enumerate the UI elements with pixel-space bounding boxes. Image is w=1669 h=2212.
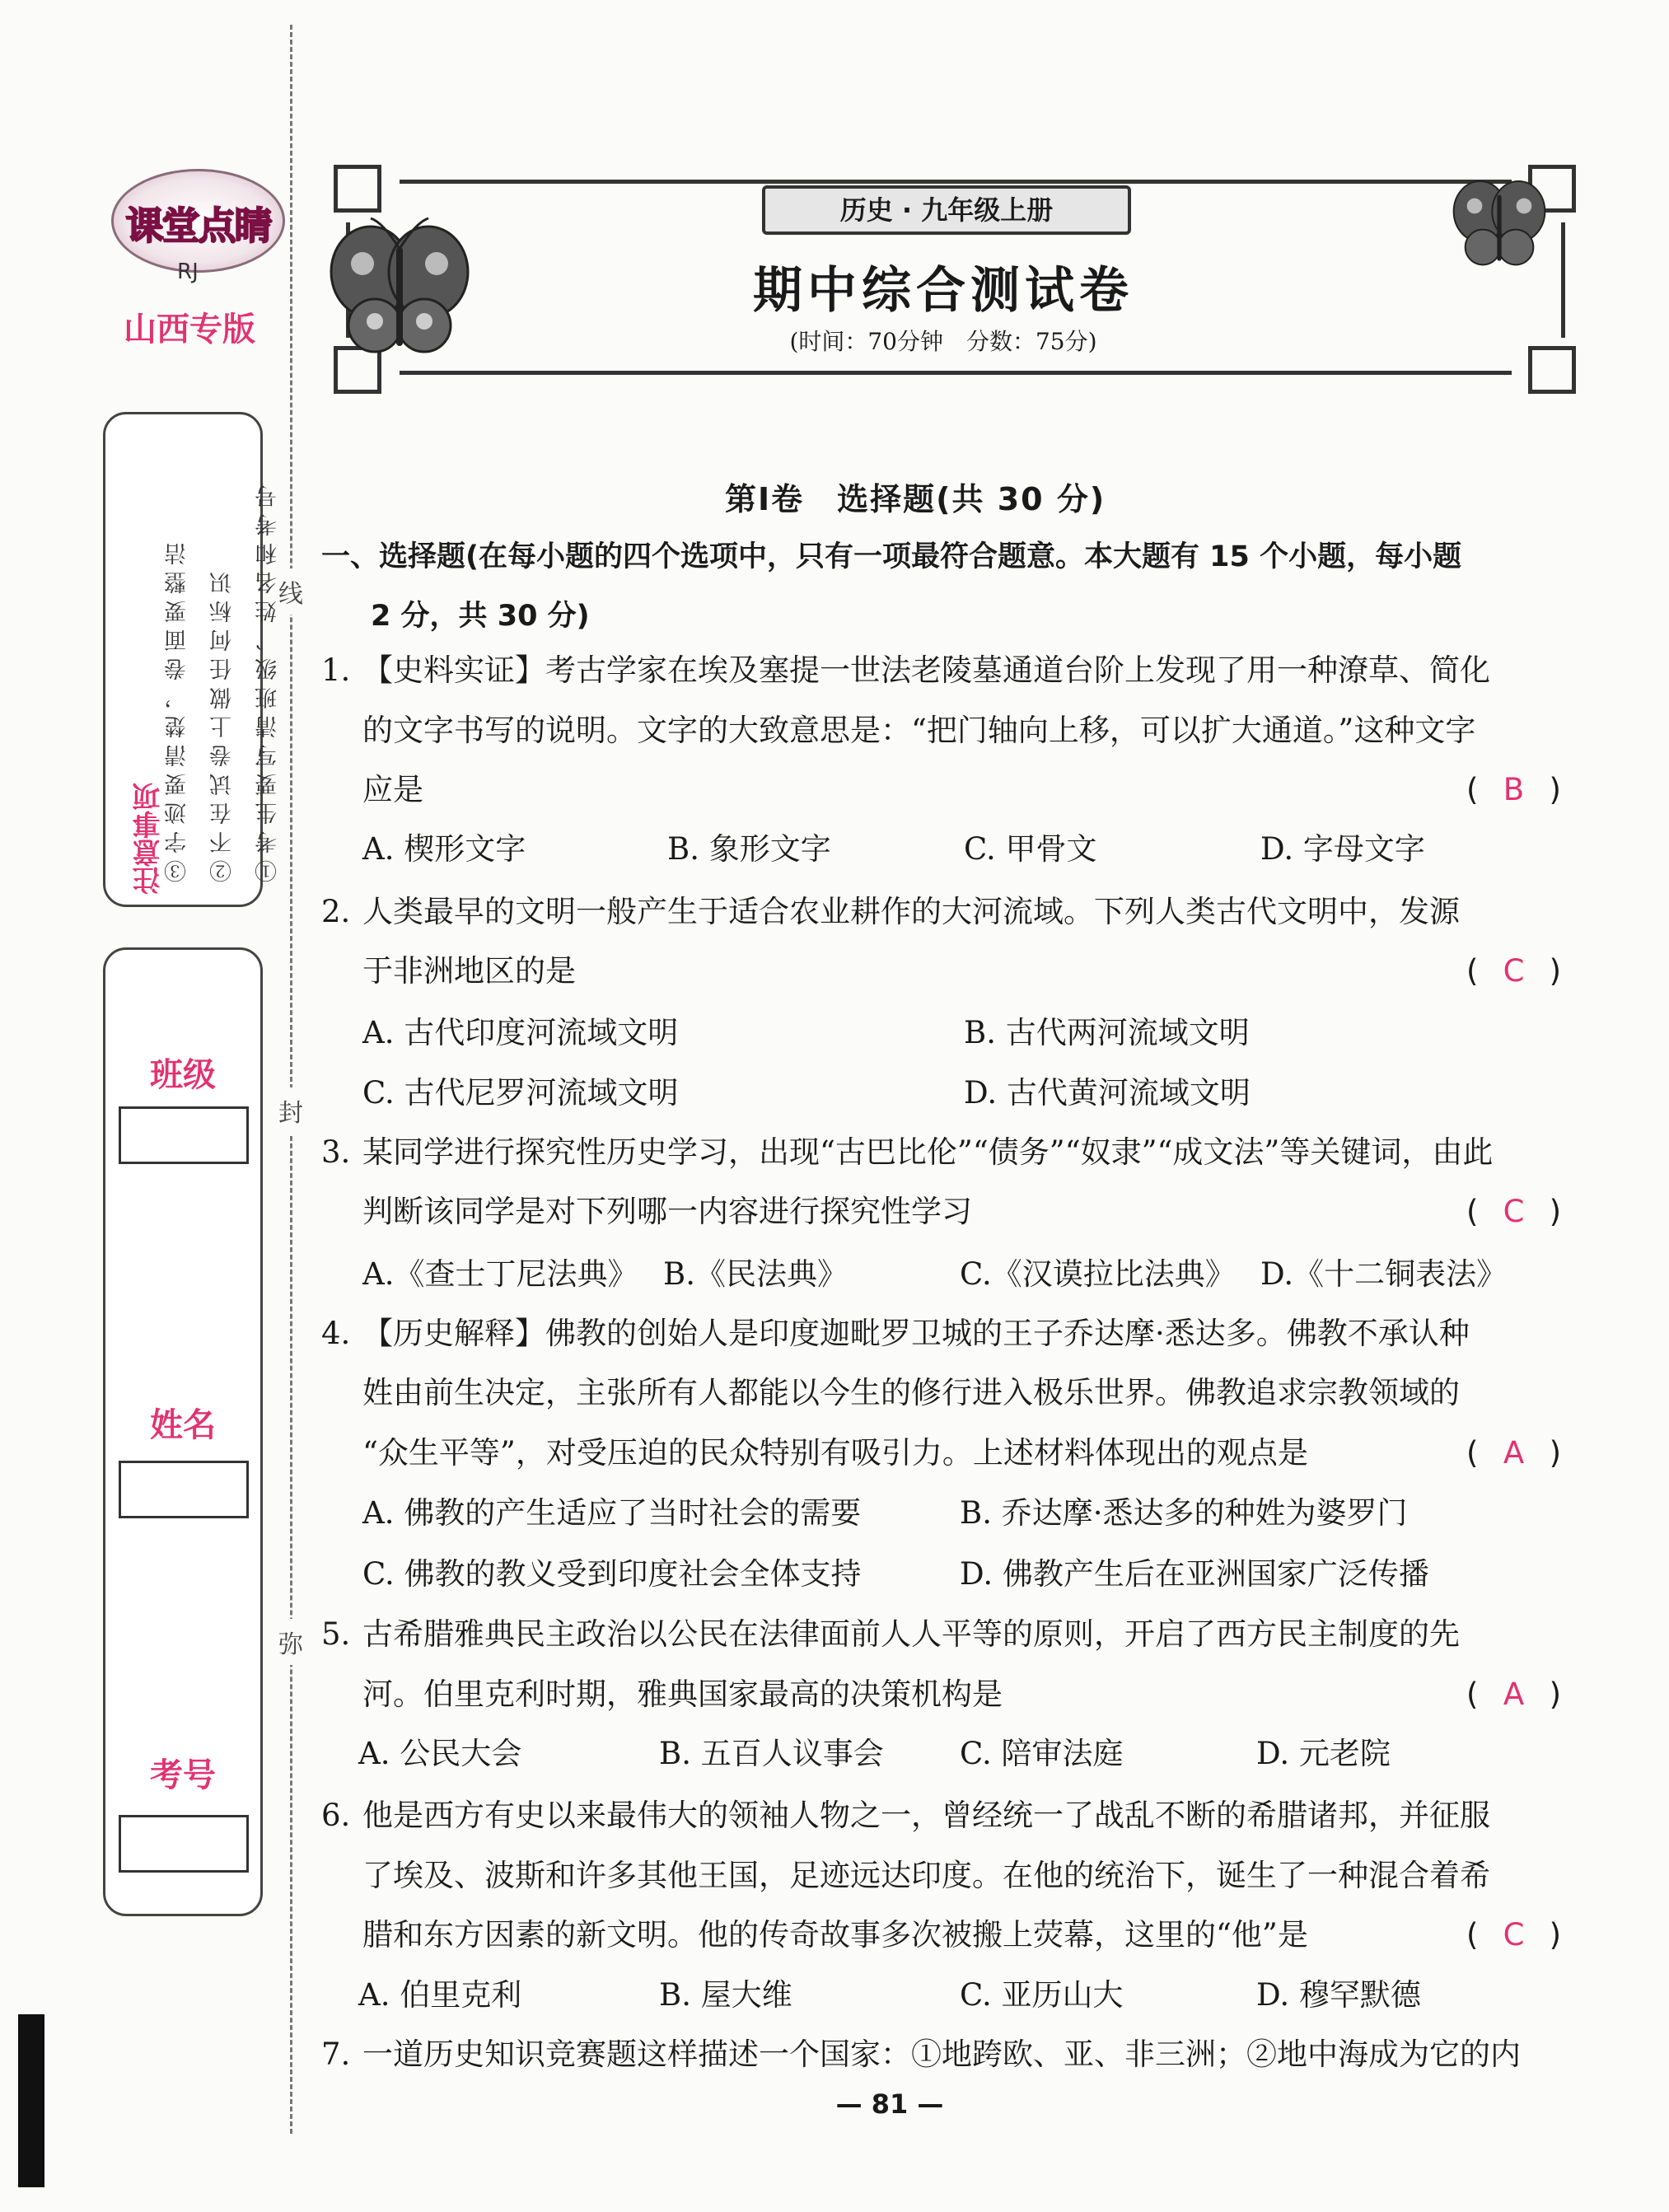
question-line: 【历史解释】佛教的创始人是印度迦毗罗卫城的王子乔达摩·悉达多。佛教不承认种	[362, 1316, 1470, 1351]
answer-bracket: ( C )	[1466, 1917, 1561, 1952]
class-label: 班级	[150, 1056, 216, 1094]
question-line: 古希腊雅典民主政治以公民在法律面前人人平等的原则，开启了西方民主制度的先	[362, 1616, 1460, 1652]
option: A. 古代印度河流域文明	[362, 1015, 679, 1050]
answer-bracket: ( A )	[1466, 1677, 1561, 1712]
question-number: 5.	[321, 1616, 351, 1652]
binding-line	[290, 25, 292, 2134]
answer-bracket: ( A )	[1466, 1435, 1561, 1471]
exam-number-field[interactable]	[119, 1815, 249, 1873]
option: B. 屋大维	[659, 1977, 792, 2013]
subject-tag: 历史 · 九年级上册	[762, 185, 1131, 235]
option: D. 佛教产生后在亚洲国家广泛传播	[960, 1556, 1429, 1592]
question-number: 7.	[321, 2037, 351, 2072]
option: B. 象形文字	[667, 831, 831, 867]
question-line: 姓由前生决定，主张所有人都能以今生的修行进入极乐世界。佛教追求宗教领域的	[362, 1375, 1460, 1410]
notes-box	[103, 412, 281, 907]
publisher-logo	[111, 169, 285, 273]
option: A. 伯里克利	[358, 1977, 522, 2013]
option: D. 穆罕默德	[1256, 1977, 1421, 2013]
corner-ornament-icon	[334, 165, 381, 213]
question-line: 判断该同学是对下列哪一内容进行探究性学习	[362, 1194, 972, 1229]
answer-bracket: ( C )	[1466, 1194, 1561, 1229]
class-field[interactable]	[119, 1106, 249, 1164]
section-title: 第Ⅰ卷 选择题(共 30 分)	[725, 481, 1106, 517]
question-number: 1.	[321, 652, 351, 688]
logo-subtitle: RJ	[177, 260, 199, 284]
answer-value: C	[1503, 1194, 1525, 1229]
answer-value: C	[1503, 1917, 1525, 1952]
question-line: “众生平等”，对受压迫的民众特别有吸引力。上述材料体现出的观点是	[362, 1435, 1308, 1471]
note-line: ②不在试卷上做任何标识	[210, 565, 236, 882]
question-line: 了埃及、波斯和许多其他王国，足迹远达印度。在他的统治下，诞生了一种混合着希	[362, 1858, 1490, 1893]
option: B. 古代两河流域文明	[964, 1015, 1250, 1050]
header-top-rule	[400, 180, 1512, 184]
exam-meta: (时间：70分钟 分数：75分)	[789, 328, 1097, 355]
answer-bracket: ( C )	[1466, 953, 1561, 989]
option: C. 古代尼罗河流域文明	[362, 1075, 679, 1111]
answer-value: B	[1503, 772, 1525, 807]
question-line: 他是西方有史以来最伟大的领袖人物之一，曾经统一了战乱不断的希腊诸邦，并征服	[362, 1798, 1490, 1833]
option: C.《汉谟拉比法典》	[960, 1256, 1236, 1292]
student-info-box	[103, 947, 263, 1916]
corner-ornament-icon	[1528, 346, 1576, 394]
note-line: ③字迹要清楚，卷面要整洁	[165, 536, 190, 882]
question-line: 【史料实证】考古学家在埃及塞提一世法老陵墓通道台阶上发现了用一种潦草、简化	[362, 652, 1490, 688]
option: D. 字母文字	[1260, 831, 1425, 867]
answer-bracket: ( B )	[1466, 772, 1561, 807]
option: A. 楔形文字	[362, 831, 526, 867]
question-line: 应是	[362, 772, 423, 807]
option: B.《民法典》	[663, 1256, 848, 1292]
question-number: 6.	[321, 1798, 351, 1833]
question-line: 河。伯里克利时期，雅典国家最高的决策机构是	[362, 1677, 1003, 1712]
exam-number-label: 考号	[150, 1756, 216, 1794]
binding-word-mi: 弥	[278, 1619, 303, 1665]
option: C. 亚历山大	[960, 1977, 1124, 2013]
name-field[interactable]	[119, 1461, 249, 1518]
question-number: 3.	[321, 1134, 351, 1170]
answer-value: A	[1503, 1677, 1525, 1712]
butterfly-left-icon	[325, 214, 474, 362]
logo-text: 课堂点睛	[125, 203, 271, 248]
page-title: 期中综合测试卷	[753, 262, 1134, 320]
question-line: 人类最早的文明一般产生于适合农业耕作的大河流域。下列人类古代文明中，发源	[362, 894, 1460, 929]
option: A. 公民大会	[358, 1736, 522, 1771]
question-line: 腊和东方因素的新文明。他的传奇故事多次被搬上荧幕，这里的“他”是	[362, 1917, 1308, 1952]
option: A. 佛教的产生适应了当时社会的需要	[362, 1495, 862, 1531]
option: A.《查士丁尼法典》	[362, 1256, 638, 1292]
edition-label: 山西专版	[124, 311, 255, 348]
name-label: 姓名	[150, 1406, 216, 1444]
question-number: 2.	[321, 894, 351, 929]
instruction-line: 一、选择题(在每小题的四个选项中，只有一项最符合题意。本大题有 15 个小题，每小题	[321, 540, 1462, 573]
notes-title: 注意事项	[133, 783, 166, 895]
butterfly-right-icon	[1450, 173, 1549, 272]
option: C. 甲骨文	[964, 831, 1097, 867]
binding-word-feng: 封	[278, 1087, 303, 1134]
option: D. 元老院	[1256, 1736, 1391, 1771]
question-line: 一道历史知识竞赛题这样描述一个国家：①地跨欧、亚、非三洲；②地中海成为它的内	[362, 2037, 1521, 2072]
header-right-rule	[1561, 222, 1565, 338]
option: C. 陪审法庭	[960, 1736, 1124, 1771]
question-line: 某同学进行探究性历史学习，出现“古巴比伦”“债务”“奴隶”“成文法”等关键词，由此	[362, 1134, 1494, 1170]
header-bottom-rule	[400, 371, 1512, 375]
option: D.《十二铜表法》	[1260, 1256, 1508, 1292]
option: D. 古代黄河流域文明	[964, 1075, 1251, 1111]
answer-value: C	[1503, 953, 1525, 989]
note-line: ①考生要写清班级、姓名和考号	[255, 479, 281, 882]
page-number: — 81 —	[835, 2088, 944, 2120]
instruction-line: 2 分，共 30 分)	[371, 600, 590, 633]
question-number: 4.	[321, 1316, 351, 1351]
question-line: 的文字书写的说明。文字的大致意思是：“把门轴向上移，可以扩大通道。”这种文字	[362, 713, 1476, 748]
answer-value: A	[1503, 1435, 1525, 1471]
binding-word-xian: 线	[278, 568, 303, 615]
option: B. 乔达摩·悉达多的种姓为婆罗门	[960, 1495, 1408, 1531]
option: B. 五百人议事会	[659, 1736, 884, 1771]
spine-edge	[18, 2014, 44, 2187]
question-line: 于非洲地区的是	[362, 953, 576, 989]
option: C. 佛教的教义受到印度社会全体支持	[362, 1556, 862, 1592]
